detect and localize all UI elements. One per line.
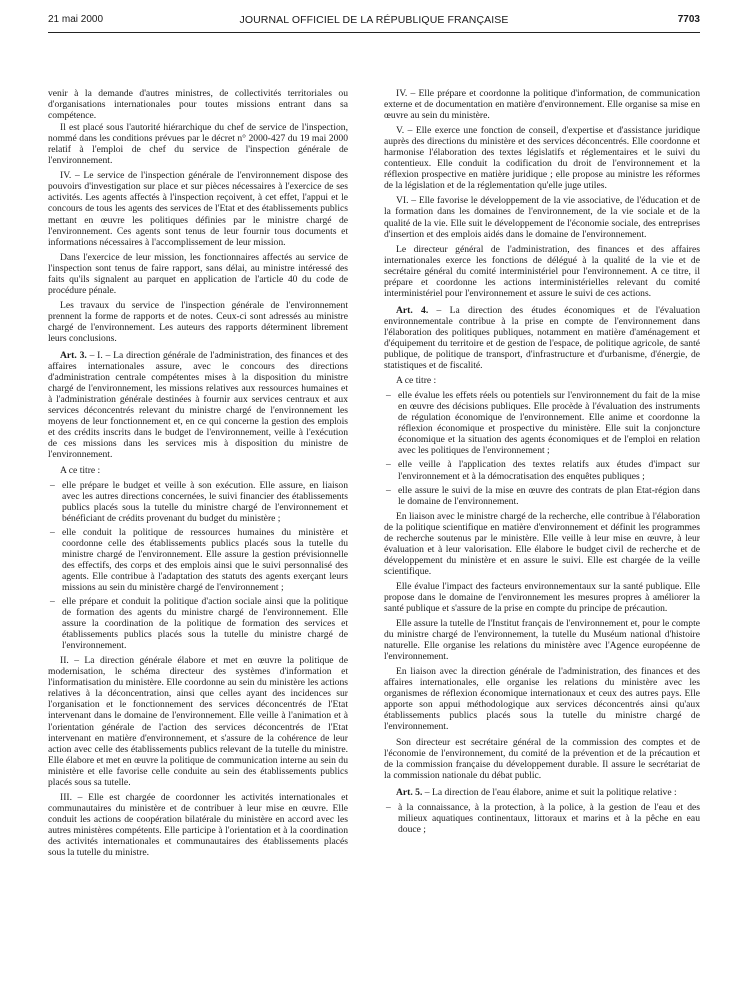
a-ce-titre: A ce titre : [60,464,101,476]
paragraph: VI. – Elle favorise le développement de la vie associative, de l'éducation et de la formation dans les domaines de l'environnement, de la vie sociale et de la qualité de la vie. Elle suit le développement de l'économie sociale, des entreprises d'insertion et des emplois aidés dans le domaine de l'environnement. [384,195,700,240]
page-number: 7703 [677,14,700,25]
dash-list [384,390,700,506]
a-ce-titre: A ce titre : [396,375,437,387]
list-item: – elle veille à l'application des textes relatifs aux études d'impact sur l'environnement et à la démocratisation des enquêtes publiques ; [384,459,700,481]
paragraph: venir à la demande d'autres ministres, de collectivités territoriales ou d'organisations internationales pour toutes missions entrant dans sa compétence. [48,88,348,122]
list-item: – elle prépare le budget et veille à son exécution. Elle assure, en liaison avec les autres directions concernées, le suivi financier des établissements publics placés sous la tutelle du ministre chargé de l'environnement et bénéficiant de crédits provenant du budget du ministère ; [48,480,348,524]
article-text: – I. – La direction générale de l'administration, des finances et des affaires internationales assure, avec le concours des directions d'administration centrale compétentes mises à la disposition du ministre chargé de l'environnement, les missions relatives aux ressources humaines et à l'administration générale destinées à fournir aux services centraux et aux services déconcentrés relevant du ministre chargé de l'environnement les moyens de leur fonctionnement et, en ce qui concerne la gestion des emplois et des crédits inscrits dans le budget de l'environnement, veille à l'exécution de ces missions dans les services mis à disposition du ministre de l'environnement. [48,350,349,461]
issue-date: 21 mai 2000 [48,14,104,25]
article-5 [384,787,700,798]
paragraph: Dans l'exercice de leur mission, les fonctionnaires affectés au service de l'inspection sont tenus de faire rapport, sans délai, au ministre intéressé des faits qu'ils signalent au parquet en application de l'article 40 du code de procédure pénale. [48,251,348,296]
paragraph: IV. – Le service de l'inspection générale de l'environnement dispose des pouvoirs d'investigation sur place et sur pièces nécessaires à l'exercice de ses activités. Les agents affectés à l'inspection reçoivent, à cet effet, l'appui et le concours de tous les agents des services de l'Etat et des établissements publics mettant en œuvre les politiques définies par le ministre chargé de l'environnement. Ces agents sont tenus de leur fournir tous documents et informations nécessaires à l'accomplissement de leur mission. [48,170,348,248]
paragraph: Son directeur est secrétaire général de la commission des comptes et de l'économie de l'environnement, du comité de la prévention et de la précaution et de la commission française du développement durable. Il assure le secrétariat de la commission nationale du débat public. [384,736,700,781]
paragraph: V. – Elle exerce une fonction de conseil, d'expertise et d'assistance juridique auprès des directions du ministère et des services déconcentrés. Elle coordonne et harmonise l'élaboration des textes législatifs et réglementaires et le suivi du contentieux. Elle conduit la codification du droit de l'environnement et la réflexion prospective en matière juridique ; elle propose au ministre les réformes de la législation et de la réglementation qu'elle juge utiles. [384,125,700,192]
paragraph: Elle assure la tutelle de l'Institut français de l'environnement et, pour le compte du ministre chargé de l'environnement, la tutelle du Muséum national d'histoire naturelle. Elle organise les relations du ministère avec l'Agence européenne de l'environnement. [384,618,700,663]
paragraph: Les travaux du service de l'inspection générale de l'environnement prennent la forme de rapports et de notes. Ceux-ci sont adressés au ministre chargé de l'environnement. Les auteurs des rapports déterminent librement leurs conclusions. [48,299,348,344]
paragraph: IV. – Elle prépare et coordonne la politique d'information, de communication externe et de documentation en matière d'environnement. Elle organise sa mise en œuvre au sein du ministère. [384,88,700,122]
list-item: – elle assure le suivi de la mise en œuvre des contrats de plan Etat-région dans le domaine de l'environnement. [384,485,700,507]
dash-list [384,802,700,835]
left-column [48,88,348,862]
article-text: – La direction des études économiques et de l'évaluation environnementale contribue à la prise en compte de l'environnement dans l'élaboration des politiques publiques, notamment en matière d'aménagement et d'équipement du territoire et de gestion de l'espace, de politique agricole, de santé publique, de politique de transport, d'infrastructure et d'urbanisme, d'énergie, de statistiques et de fiscalité. [384,304,700,372]
paragraph: En liaison avec le ministre chargé de la recherche, elle contribue à l'élaboration de la politique scientifique en matière d'environnement et définit les programmes de recherche soutenus par le ministère. Elle veille à leur mise en œuvre, à leur évaluation et à leur valorisation. Elle élabore le budget civil de recherche et de développement du ministère et en assure le suivi. Elle est chargée de la veille scientifique. [384,510,700,577]
article-text: – La direction de l'eau élabore, anime et suit la politique relative : [422,786,677,798]
dash-list [48,480,348,652]
paragraph: Il est placé sous l'autorité hiérarchique du chef de service de l'inspection, nommé dans les conditions prévues par le décret n° 2000-427 du 19 mai 2000 relatif à l'emploi de chef du service de l'inspection générale de l'environnement. [48,122,348,167]
article-label: Art. 4. [396,304,429,316]
list-item: – elle évalue les effets réels ou potentiels sur l'environnement du fait de la mise en œuvre des décisions publiques. Elle procède à l'évaluation des instruments de régulation économique de l'environnement. Elle anime et coordonne la réflexion économique et prospective du ministère. Elle suit la conjoncture économique et la situation des agents économiques et de l'emploi en relation avec les politiques de l'environnement ; [384,390,700,456]
article-3 [48,350,348,460]
paragraph: En liaison avec la direction générale de l'administration, des finances et des affaires internationales, elle organise les relations du ministère avec les organismes de réflexion économique internationaux et ceux des autres pays. Elle apporte son appui méthodologique aux services déconcentrés ainsi qu'aux établissements publics placés sous la tutelle du ministre chargé de l'environnement. [384,666,700,733]
paragraph: II. – La direction générale élabore et met en œuvre la politique de modernisation, le schéma directeur des systèmes d'information et l'informatisation du ministère. Elle coordonne au sein du ministère les actions relatives à la déconcentration, ainsi que celles ayant des incidences sur l'organisation et le fonctionnement des services déconcentrés de l'Etat intervenant dans le domaine de l'environnement. Elle veille à l'animation et à l'orientation générale de l'action des services déconcentrés de l'Etat intervenant en matière d'environnement, et s'assure de la cohérence de leur action avec celle des établissements publics relevant de la tutelle du ministre. Elle élabore et met en œuvre la politique de communication interne au sein du ministère et elle favorise celle conduite au sein des établissements publics placés sous sa tutelle. [48,655,348,788]
journal-title: JOURNAL OFFICIEL DE LA RÉPUBLIQUE FRANÇAISE [239,14,509,26]
right-column [384,88,700,839]
article-label: Art. 5. [396,786,423,798]
paragraph: Elle évalue l'impact des facteurs environnementaux sur la santé publique. Elle propose dans le domaine de l'environnement les mesures propres à améliorer la santé publique et s'assure de la prise en compte du principe de précaution. [384,580,700,615]
page-header [48,14,700,30]
paragraph: III. – Elle est chargée de coordonner les activités internationales et communautaires du ministère et de contribuer à leur mise en œuvre. Elle conduit les actions de coopération bilatérale du ministère en accord avec les autres ministères compétents. Elle participe à l'orientation et à la coordination des activités internationales et communautaires des établissements placés sous la tutelle du ministre. [48,791,348,859]
article-4 [384,305,700,371]
article-label: Art. 3. [60,350,87,362]
list-item: – à la connaissance, à la protection, à la police, à la gestion de l'eau et des milieux aquatiques continentaux, littoraux et marins et à la pêche en eau douce ; [384,802,700,835]
list-item: – elle prépare et conduit la politique d'action sociale ainsi que la politique de formation des agents du ministre chargé de l'environnement. Elle assure la coordination de la politique de formation des services et établissements publics placés sous la tutelle du ministre chargé de l'environnement. [48,596,348,651]
list-item: – elle conduit la politique de ressources humaines du ministère et coordonne celle des établissements publics placés sous la tutelle du ministre chargé de l'environnement. Elle assure la gestion prévisionnelle des effectifs, des corps et des emplois ainsi que le suivi personnalisé des agents. Elle contribue à l'adaptation des statuts des agents exerçant leurs missions au sein du ministère chargé de l'environnement ; [48,527,348,593]
paragraph: Le directeur général de l'administration, des finances et des affaires internationales exerce les fonctions de délégué à la qualité de la vie et de secrétaire général du comité interministériel pour l'environnement. A ce titre, il prépare et coordonne les actions interministérielles relevant du comité interministériel pour l'environnement et assure le suivi de ces actions. [384,243,700,299]
header-rule [48,32,700,33]
